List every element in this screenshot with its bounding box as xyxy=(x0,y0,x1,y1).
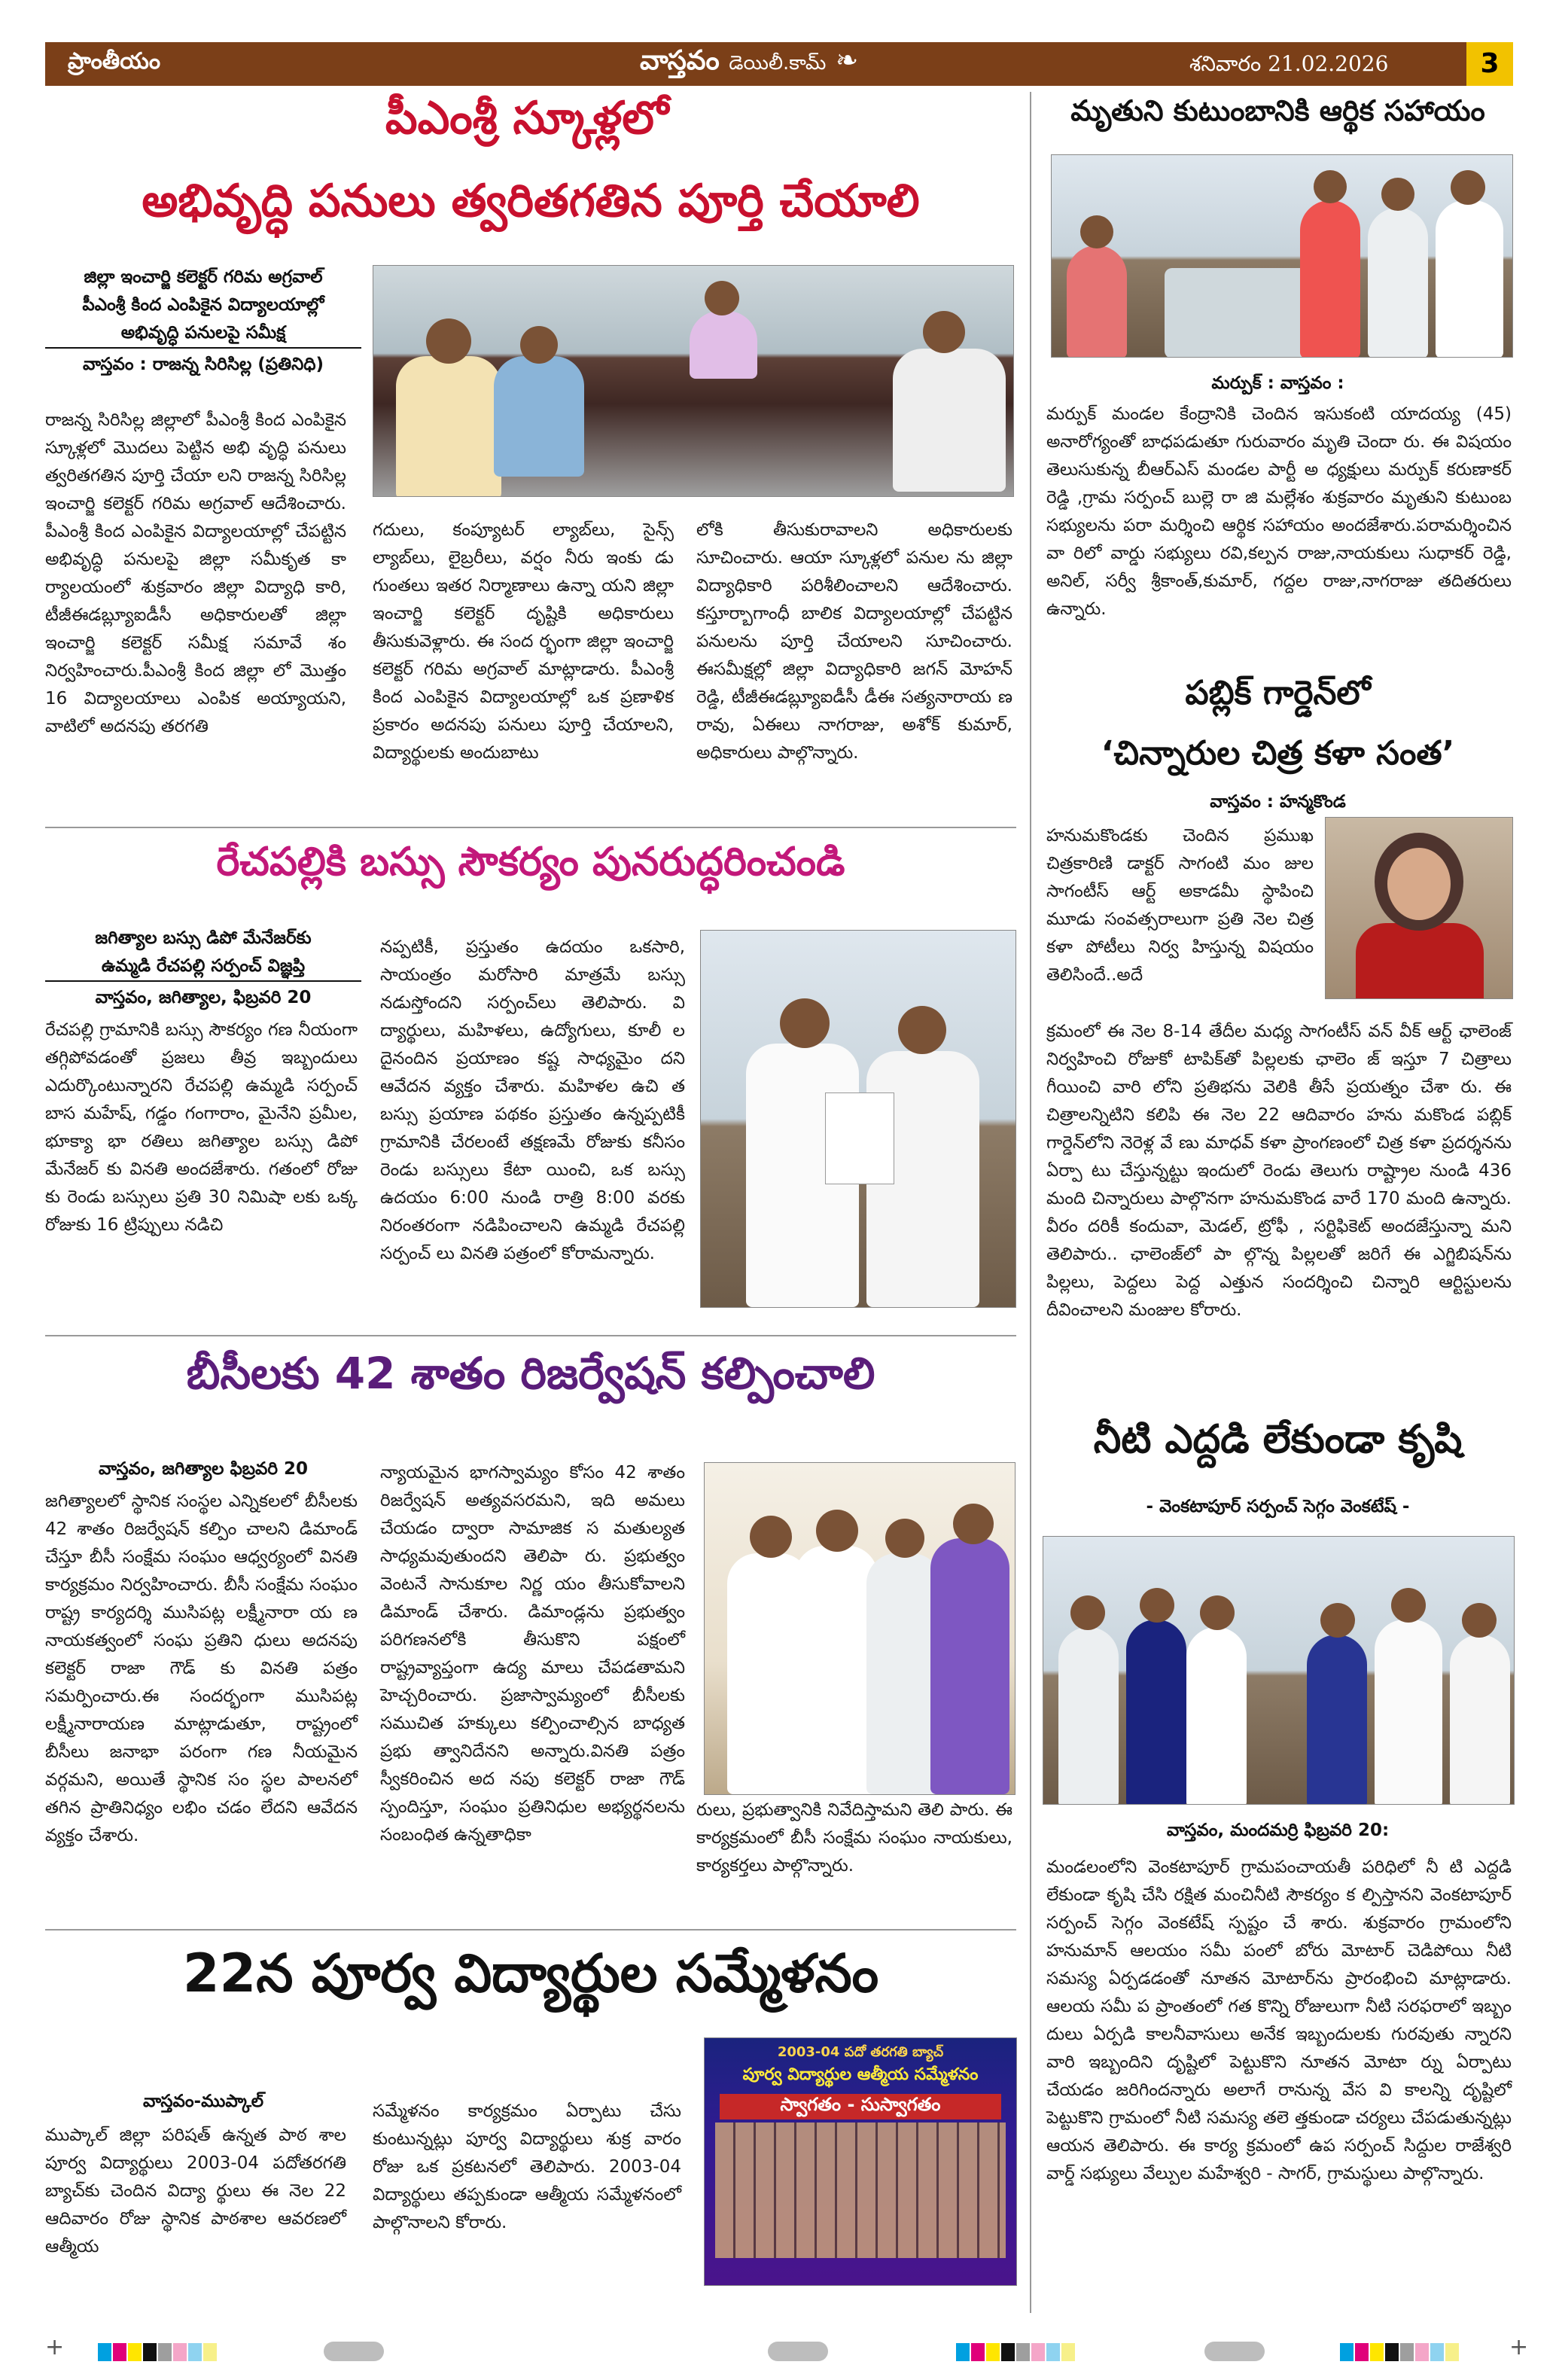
color-bar-swatch xyxy=(1400,2343,1414,2361)
story7-headline: నీటి ఎద్దడి లేకుండా కృషి xyxy=(1093,1417,1463,1462)
story6-body-top: హనుమకొండకు చెందిన ప్రముఖ చిత్రకారిణి డాక్టర్ సాగంటి మం జుల సాగంటీస్ ఆర్ట్ అకాడమీ స్థాపించి మూడు సంవత్సరాలుగా ప్రతి నెల చిత్ర కళా పోటీలు నిర్వ హిస్తున్న విషయం తెలిసిందే..అదే xyxy=(1046,826,1314,985)
story1-col3: లోకి తీసుకురావాలని అధికారులకు సూచించారు. ఆయా స్కూళ్లలో పనుల ను జిల్లా విద్యాధికారి పరిశీలించాలని ఆదేశించారు. కస్తూర్బాగాంధీ బాలిక విద్యాలయాల్లో చేపట్టిన పనులను పూర్తి చేయాలని సూచించారు. ఈసమీక్షల్లో జిల్లా విద్యాధికారి జగన్ మోహన్ రెడ్డి, టీజీఈడబ్ల్యూఐడీసీ డీఈ సత్యనారాయ ణ రావు, ఏఈలు నాగరాజు, అశోక్ కుమార్, అధికారులు పాల్గొన్నారు. xyxy=(696,520,1012,763)
story2-photo-handover xyxy=(700,930,1016,1308)
story1-col2: గదులు, కంప్యూటర్ ల్యాబ్‌లు, సైన్స్ ల్యాబ్‌లు, లైబ్రరీలు, వర్షం నీరు ఇంకు డు గుంతలు ఇతర నిర్మాణాలు ఉన్నా యని జిల్లా ఇంచార్జి కలెక్టర్ దృష్టికి అధికారులు తీసుకువెళ్లారు. ఈ సంద ర్భంగా జిల్లా ఇంచార్జి కలెక్టర్ గరిమ అగ్రవాల్ మాట్లాడారు. పీఎంశ్రీ కింద ఎంపికైన విద్యాలయాల్లో ఒక ప్రణాళిక ప్రకారం అదనపు పనులు పూర్తి చేయాలని, విద్యార్థులకు అందుబాటు xyxy=(373,520,674,763)
color-bar-swatch xyxy=(1430,2343,1444,2361)
story3-col1: జగిత్యాలలో స్థానిక సంస్థల ఎన్నికలలో బీసీలకు 42 శాతం రిజర్వేషన్ కల్పిం చాలని డిమాండ్ చేస్తూ బీసీ సంక్షేమ సంఘం ఆధ్వర్యంలో వినతి కార్యక్రమం నిర్వహించారు. బీసీ సంక్షేమ సంఘం రాష్ట్ర కార్యదర్శి ముసిపట్ల లక్ష్మీనారా య ణ నాయకత్వంలో సంఘ ప్రతిని ధులు అదనపు కలెక్టర్ రాజా గౌడ్ కు వినతి పత్రం సమర్పించారు.ఈ సందర్భంగా ముసిపట్ల లక్ష్మీనారాయణ మాట్లాడుతూ, రాష్ట్రంలో బీసీలు జనాభా పరంగా గణ నీయమైన వర్గమని, అయితే స్థానిక సం స్థల పాలనలో తగిన ప్రాతినిధ్యం లభిం చడం లేదని ఆవేదన వ్యక్తం చేశారు. xyxy=(45,1492,358,1845)
color-bar-swatch xyxy=(98,2343,111,2361)
story6-body: క్రమంలో ఈ నెల 8-14 తేదీల మధ్య సాగంటీస్ వన్ వీక్ ఆర్ట్ ఛాలెంజ్ నిర్వహించి రోజుకో టాపిక్‌తో పిల్లలకు ఛాలెం జ్ ఇస్తూ 7 చిత్రాలు గీయించి వారి లోని ప్రతిభను వెలికి తీసే ప్రయత్నం చేశా రు. ఈ చిత్రాలన్నిటిని కలిపి ఈ నెల 22 ఆదివారం హను మకొండ పబ్లిక్ గార్డెన్‌లోని నెరెళ్ల వే ణు మాధవ్ కళా ప్రాంగణంలో చిత్ర కళా ప్రదర్శనను ఏర్పా టు చేస్తున్నట్టు ఇందులో రెండు తెలుగు రాష్ట్రాల నుండి 436 మంది చిన్నారులు పాల్గొనగా హనుమకొండ వారే 170 మంది ఉన్నారు. వీరం దరికీ కందువా, మెడల్, ట్రోఫీ , సర్టిఫికెట్ అందజేస్తున్నా మని తెలిపారు.. ఛాలెంజ్‌లో పా ల్గొన్న పిల్లలతో జరిగే ఈ ఎగ్జిబిషన్‌ను పిల్లలు, పెద్దలు పెద్ద ఎత్తున సందర్శించి చిన్నారి ఆర్టిస్టులను దీవించాలని మంజుల కోరారు. xyxy=(1046,1022,1512,1320)
story5-dateline: మర్పుక్ : వాస్తవం : xyxy=(1211,373,1344,393)
story5-headline: మృతుని కుటుంబానికి ఆర్థిక సహాయం xyxy=(1070,94,1485,127)
story1-dateline: వాస్తవం : రాజన్న సిరిసిల్ల (ప్రతినిధి) xyxy=(82,355,324,374)
story4-poster xyxy=(704,2037,1017,2286)
story2-dateline: వాస్తవం, జగిత్యాల, ఫిబ్రవరి 20 xyxy=(95,988,312,1007)
story3-headline: బీసీలకు 42 శాతం రిజర్వేషన్ కల్పించాలి xyxy=(186,1348,875,1399)
story1-deck-3: అభివృద్ధి పనులపై సమీక్ష xyxy=(45,319,361,349)
color-bar-swatch xyxy=(971,2343,985,2361)
story1-deck-1: జిల్లా ఇంచార్జి కలెక్టర్ గరిమ అగ్రవాల్ xyxy=(84,267,323,287)
story3-col2: న్యాయమైన భాగస్వామ్యం కోసం 42 శాతం రిజర్వేషన్ అత్యవసరమని, ఇది అమలు చేయడం ద్వారా సామాజిక స మతుల్యత సాధ్యమవుతుందని తెలిపా రు. ప్రభుత్వం వెంటనే సానుకూల నిర్ణ యం తీసుకోవాలని డిమాండ్ చేశారు. డిమాండ్లను ప్రభుత్వం పరిగణనలోకి తీసుకొని పక్షంలో రాష్ట్రవ్యాప్తంగా ఉద్య మాలు చేపడతామని హెచ్చరించారు. ప్రజాస్వామ్యంలో బీసీలకు సముచిత హక్కులు కల్పించాల్సిన బాధ్యత ప్రభు త్వానిదేనని అన్నారు.వినతి పత్రం స్వీకరించిన అద నపు కలెక్టర్ రాజా గౌడ్ స్పందిస్తూ, సంఘం ప్రతినిధుల అభ్యర్థనలను సంబంధిత ఉన్నతాధికా xyxy=(380,1463,685,1845)
color-bar-swatch xyxy=(1001,2343,1015,2361)
story1-headline-1: పీఎంశ్రీ స్కూళ్లలో xyxy=(385,92,669,145)
story6-portrait xyxy=(1325,817,1513,999)
story7-photo-borewell xyxy=(1043,1536,1515,1805)
poster-title: పూర్వ విద్యార్థుల ఆత్మీయ సమ్మేళనం xyxy=(742,2065,979,2084)
color-bar-swatch xyxy=(143,2343,157,2361)
story3-photo-memorandum xyxy=(704,1462,1016,1795)
color-bar-swatch xyxy=(128,2343,142,2361)
color-bar-swatch xyxy=(173,2343,187,2361)
poster-welcome: స్వాగతం - సుస్వాగతం xyxy=(720,2094,1001,2119)
story2-deck-1: జగిత్యాల బస్సు డిపో మేనేజర్‌కు xyxy=(95,928,312,948)
color-bar-swatch xyxy=(986,2343,1000,2361)
registration-mark: + xyxy=(1509,2334,1529,2360)
color-bar-pill xyxy=(768,2342,828,2361)
story1-deck xyxy=(45,264,361,379)
issue-date: శనివారం 21.02.2026 xyxy=(1189,51,1389,76)
brand-logo xyxy=(640,45,858,83)
brand-name: వాస్తవం xyxy=(640,45,720,76)
color-bar-swatch xyxy=(1385,2343,1399,2361)
page-number: 3 xyxy=(1466,42,1513,86)
color-bar-swatch xyxy=(1031,2343,1045,2361)
color-bar-swatch xyxy=(956,2343,970,2361)
color-bar-pill xyxy=(1204,2342,1265,2361)
story2-col1: రేచపల్లి గ్రామానికి బస్సు సౌకర్యం గణ నీయంగా తగ్గిపోవడంతో ప్రజలు తీవ్ర ఇబ్బందులు ఎదుర్కొంటున్నారని రేచపల్లి ఉమ్మడి సర్పంచ్ బాస మహేష్, గడ్డం గంగారాం, మైనేని ప్రమీల, భూక్యా భా రతిలు జగిత్యాల బస్సు డిపో మేనేజర్ కు వినతి అందజేశారు. గతంలో రోజు కు రెండు బస్సులు ప్రతి 30 నిమిషా లకు ఒక్క రోజుకు 16 ట్రిప్పులు నడిచి xyxy=(45,1020,358,1235)
story5-photo-condolence xyxy=(1051,154,1513,358)
color-bar-pill xyxy=(324,2342,384,2361)
story2-headline: రేచపల్లికి బస్సు సౌకర్యం పునరుద్ధరించండి xyxy=(216,840,845,885)
story2-col2: నప్పటికీ, ప్రస్తుతం ఉదయం ఒకసారి, సాయంత్రం మరోసారి మాత్రమే బస్సు నడుస్తోందని సర్పంచ్‌లు తెలిపారు. వి ద్యార్థులు, మహిళలు, ఉద్యోగులు, కూలీ ల దైనందిన ప్రయాణం కష్ట సాధ్యమైం దని ఆవేదన వ్యక్తం చేశారు. మహిళల ఉచి త బస్సు ప్రయాణ పథకం ప్రస్తుతం ఉన్నప్పటికీ గ్రామానికి చేరలంటే తక్షణమే రోజుకు కనీసం రెండు బస్సులు కేటా యించి, ఒక బస్సు ఉదయం 6:00 నుండి రాత్రి 8:00 వరకు నిరంతరంగా నడిపించాలని ఉమ్మడి రేచపల్లి సర్పంచ్ లు వినతి పత్రంలో కోరామన్నారు. xyxy=(380,937,685,1263)
color-bar-swatch xyxy=(203,2343,217,2361)
column-divider xyxy=(1030,92,1031,2313)
color-bar-swatch xyxy=(1046,2343,1060,2361)
color-bar-swatch xyxy=(188,2343,202,2361)
color-bar-swatch xyxy=(158,2343,172,2361)
color-bar-swatch xyxy=(1415,2343,1429,2361)
story4-col2: సమ్మేళనం కార్యక్రమం ఏర్పాటు చేసు కుంటున్నట్లు పూర్వ విద్యార్థులు శుక్ర వారం రోజు ఒక ప్రకటనలో తెలిపారు. 2003-04 విద్యార్థులు తప్పకుండా ఆత్మీయ సమ్మేళనంలో పాల్గొనాలని కోరారు. xyxy=(373,2101,681,2232)
bird-icon: ❧ xyxy=(835,45,859,76)
story4-col1: ముప్కాల్ జిల్లా పరిషత్ ఉన్నత పాఠ శాల పూర్వ విద్యార్థులు 2003-04 పదోతరగతి బ్యాచ్‌కు చెందిన విద్యా ర్థులు ఈ నెల 22 ఆదివారం రోజు స్థానిక పాఠశాల ఆవరణలో ఆత్మీయ xyxy=(45,2126,346,2257)
story6-headline-1: పబ్లిక్ గార్డెన్‌లో xyxy=(1185,674,1371,712)
divider xyxy=(45,1929,1016,1931)
story5-body: మర్పుక్ మండల కేంద్రానికి చెందిన ఇసుకంటి యాదయ్య (45) అనారోగ్యంతో బాధపడుతూ గురువారం మృతి చెందా రు. ఈ విషయం తెలుసుకున్న బీఆర్ఎస్ మండల పార్టీ అ ధ్యక్షులు మర్పుక్ కరుణాకర్ రెడ్డి ,గ్రామ సర్పంచ్ బుల్లె రా జి మల్లేశం శుక్రవారం మృతుని కుటుంబ సభ్యులను పరా మర్శించి ఆర్థిక సహాయం అందజేశారు.పరామర్శించిన వా రిలో వార్డు సభ్యులు రవి,కల్పన రాజు,నాయకులు సుధాకర్ రెడ్డి, అనిల్, సర్వీ శ్రీకాంత్,కుమార్, గద్దల రాజు,నాగరాజు తదితరులు ఉన్నారు. xyxy=(1046,404,1512,619)
story2-deck-2: ఉమ్మడి రేచపల్లి సర్పంచ్ విజ్ఞప్తి xyxy=(45,952,361,982)
color-bar-swatch xyxy=(1445,2343,1459,2361)
story1-photo-meeting xyxy=(373,265,1014,497)
poster-photo-grid xyxy=(715,2122,1006,2258)
story3-col3: రులు, ప్రభుత్వానికి నివేదిస్తామని తెలి పారు. ఈ కార్యక్రమంలో బీసీ సంక్షేమ సంఘం నాయకులు, కార్యకర్తలు పాల్గొన్నారు. xyxy=(696,1800,1012,1876)
story7-subhead: - వెంకటాపూర్ సర్పంచ్ సెగ్గం వెంకటేష్ - xyxy=(1146,1497,1410,1516)
divider xyxy=(45,1335,1016,1336)
color-bar-swatch xyxy=(1016,2343,1030,2361)
color-bar-swatch xyxy=(1340,2343,1354,2361)
story1-deck-2: పీఎంశ్రీ కింద ఎంపికైన విద్యాలయాల్లో xyxy=(82,295,324,315)
story7-dateline: వాస్తవం, మందమర్రి ఫిబ్రవరి 20: xyxy=(1166,1821,1390,1840)
story1-headline-2: అభివృద్ధి పనులు త్వరితగతిన పూర్తి చేయాలి xyxy=(142,175,920,227)
story7-body: మండలంలోని వెంకటాపూర్ గ్రామపంచాయతీ పరిధిలో నీ టి ఎద్దడి లేకుండా కృషి చేసి రక్షిత మంచినీటి సౌకర్యం క ల్పిస్తానని వెంకటాపూర్ సర్పంచ్ సెగ్గం వెంకటేష్ స్పష్టం చే శారు. శుక్రవారం గ్రామంలోని హనుమాన్ ఆలయం సమీ పంలో బోరు మోటార్ చెడిపోయి నీటి సమస్య ఏర్పడడంతో నూతన మోటార్‌ను ప్రారంభించి మాట్లాడారు. ఆలయ సమీ ప ప్రాంతంలో గత కొన్ని రోజులుగా నీటి సరఫరాలో ఇబ్బం దులు ఏర్పడి కాలనీవాసులు అనేక ఇబ్బందులకు గురవుతు న్నారని వారి ఇబ్బందిని దృష్టిలో పెట్టుకొని నూతన మోటా ర్ను ఏర్పాటు చేయడం జరిగిందన్నారు అలాగే రానున్న వేస వి కాలన్ని దృష్టిలో పెట్టుకొని గ్రామంలో నీటి సమస్య తలె త్తకుండా చర్యలు చేపడుతున్నట్లు ఆయన తెలిపారు. ఈ కార్య క్రమంలో ఉప సర్పంచ్ సిద్దుల రాజేశ్వరి వార్డ్ సభ్యులు వేల్పుల మహేశ్వరి - సాగర్, గ్రామస్థులు పాల్గొన్నారు. xyxy=(1046,1857,1512,2183)
section-label: ప్రాంతీయం xyxy=(68,48,161,75)
masthead-bar xyxy=(45,42,1513,86)
color-bar-swatch xyxy=(1370,2343,1384,2361)
story4-headline: 22న పూర్వ విద్యార్థుల సమ్మేళనం xyxy=(182,1943,879,2004)
story4-dateline: వాస్తవం-ముప్కాల్ xyxy=(142,2092,263,2111)
color-bar-swatch xyxy=(113,2343,126,2361)
registration-mark: + xyxy=(45,2334,65,2360)
color-bar-swatch xyxy=(1061,2343,1075,2361)
poster-line1: 2003-04 పదో తరగతి బ్యాచ్ xyxy=(777,2044,944,2060)
story6-dateline: వాస్తవం : హన్మకొండ xyxy=(1210,792,1346,812)
color-bar-swatch xyxy=(1355,2343,1369,2361)
story1-col1: రాజన్న సిరిసిల్ల జిల్లాలో పీఎంశ్రీ కింద ఎంపికైన స్కూళ్లలో మొదలు పెట్టిన అభి వృద్ధి పనులు త్వరితగతిన పూర్తి చేయా లని రాజన్న సిరిసిల్ల ఇంచార్జి కలెక్టర్ గరిమ అగ్రవాల్ ఆదేశించారు. పీఎంశ్రీ కింద ఎంపికైన విద్యాలయాల్లో చేపట్టిన అభివృద్ధి పనులపై జిల్లా సమీకృత కా ర్యాలయంలో శుక్రవారం జిల్లా విద్యాధి కారి, టీజీఈడబ్ల్యూఐడీసీ అధికారులతో జిల్లా ఇంచార్జి కలెక్టర్ సమీక్ష సమావే శం నిర్వహించారు.పీఎంశ్రీ కింద జిల్లా లో మొత్తం 16 విద్యాలయాలు ఎంపిక అయ్యాయని, వాటిలో అదనపు తరగతి xyxy=(45,410,346,736)
story3-dateline: వాస్తవం, జగిత్యాల ఫిబ్రవరి 20 xyxy=(98,1459,309,1479)
story6-headline-2: ‘చిన్నారుల చిత్ర కళా సంత’ xyxy=(1101,734,1455,773)
story2-deck xyxy=(45,925,361,1012)
brand-sub: డెయిలీ.కామ్ xyxy=(729,52,827,75)
divider xyxy=(45,827,1016,828)
